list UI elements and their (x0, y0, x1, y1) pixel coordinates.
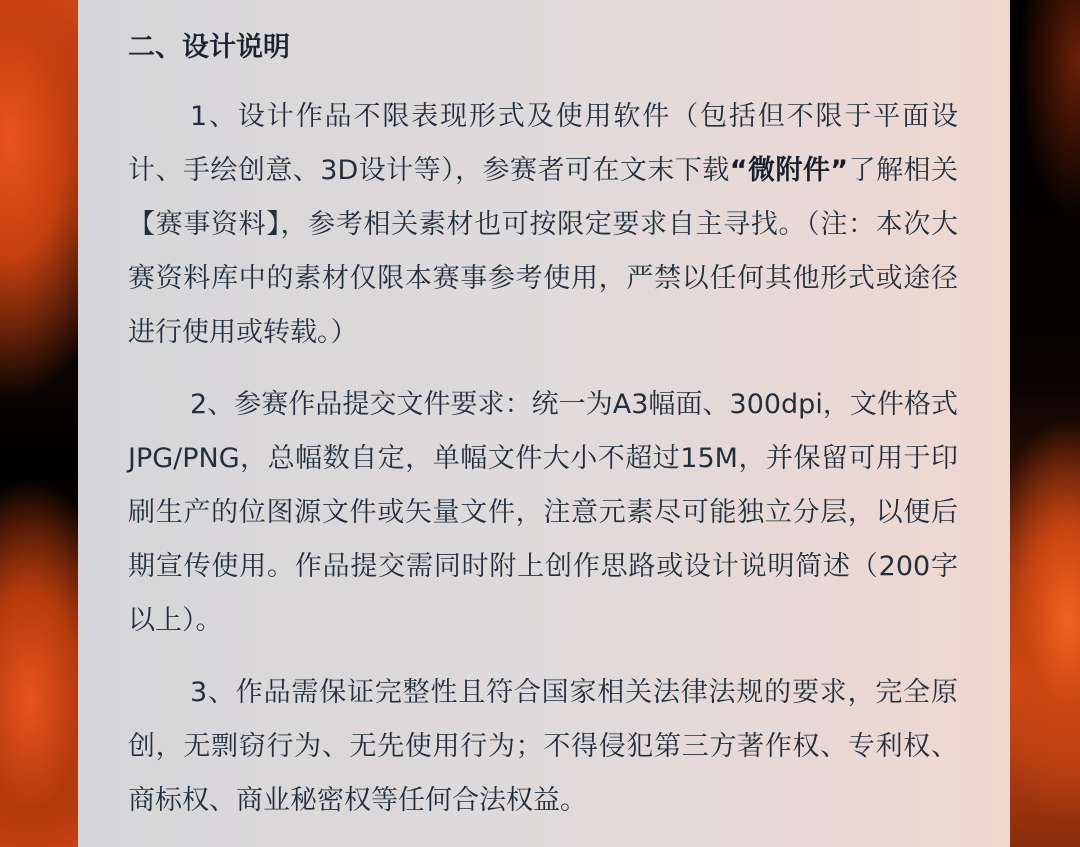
attachment-emphasis: “微附件” (729, 155, 849, 186)
paragraph-3: 3、作品需保证完整性且符合国家相关法律法规的要求，完全原创，无剽窃行为、无先使用行为；不得侵犯第三方著作权、专利权、商标权、商业秘密权等任何合法权益。 (128, 677, 958, 816)
right-orange-border (1008, 0, 1080, 847)
paragraph-1 (128, 90, 958, 360)
paragraph-1-text-a: 1、设计作品不限表现形式及使用软件（包括但不限于平面设计、手绘创意、3D设计等），参赛者可在文末下载 (128, 101, 958, 186)
document-panel (78, 0, 1010, 847)
document-content (128, 26, 958, 828)
paragraph-1-text-b: 了解相关【赛事资料】，参考相关素材也可按限定要求自主寻找。（注：本次大赛资料库中的素材仅限本赛事参考使用，严禁以任何其他形式或途径进行使用或转载。） (128, 155, 959, 348)
section-heading: 二、设计说明 (128, 32, 290, 63)
paragraph-2: 2、参赛作品提交文件要求：统一为A3幅面、300dpi，文件格式JPG/PNG，总幅数自定，单幅文件大小不超过15M，并保留可用于印刷生产的位图源文件或矢量文件，注意元素尽可能独立分层，以便后期宣传使用。作品提交需同时附上创作思路或设计说明简述（200字以上）。 (128, 389, 958, 636)
left-orange-border (0, 0, 80, 847)
